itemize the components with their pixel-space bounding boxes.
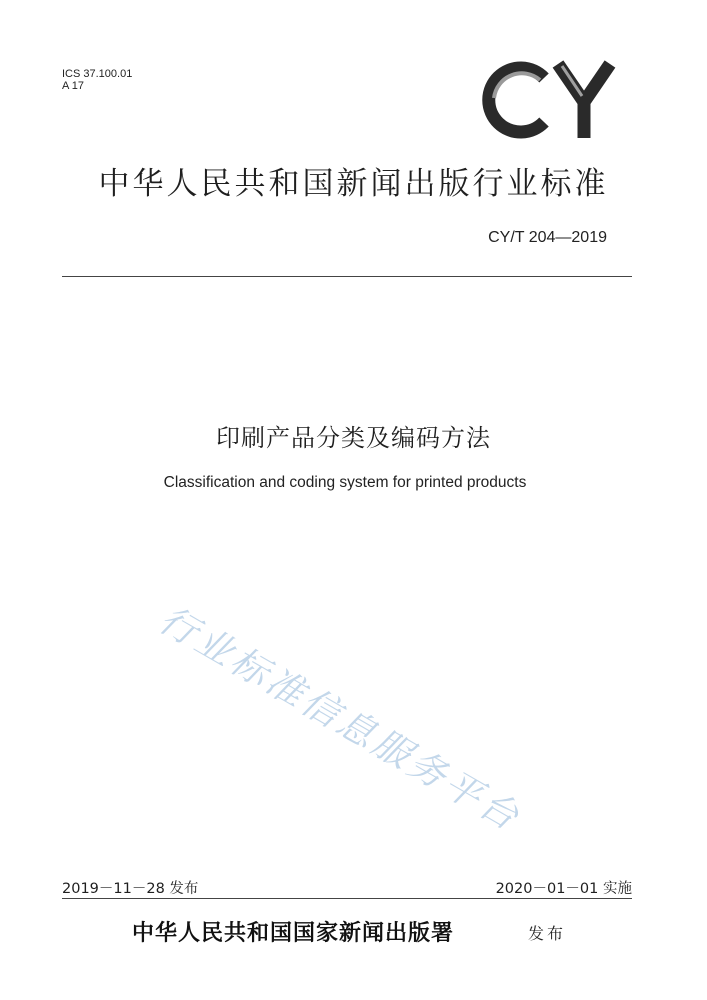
document-title-en: Classification and coding system for printed products <box>163 474 527 491</box>
cy-logo <box>478 58 628 143</box>
header-divider <box>62 276 632 277</box>
document-title-cn: 印刷产品分类及编码方法 <box>216 424 491 452</box>
issue-date: 2019－11－28 发布 <box>62 881 199 897</box>
ccs-code: A 17 <box>62 80 85 92</box>
cy-logo-graphic <box>478 58 628 143</box>
implementation-date: 2020－01－01 实施 <box>495 881 632 897</box>
classification-codes <box>62 68 132 92</box>
publisher-name: 中华人民共和国国家新闻出版署 <box>132 920 455 946</box>
footer-divider <box>62 898 632 899</box>
standard-code: CY/T 204—2019 <box>488 229 607 246</box>
publish-label: 发布 <box>528 924 567 943</box>
standard-category-title: 中华人民共和国新闻出版行业标准 <box>98 166 609 202</box>
ics-code: ICS 37.100.01 <box>62 68 133 80</box>
watermark-text: 行业标准信息服务平台 <box>152 597 529 841</box>
